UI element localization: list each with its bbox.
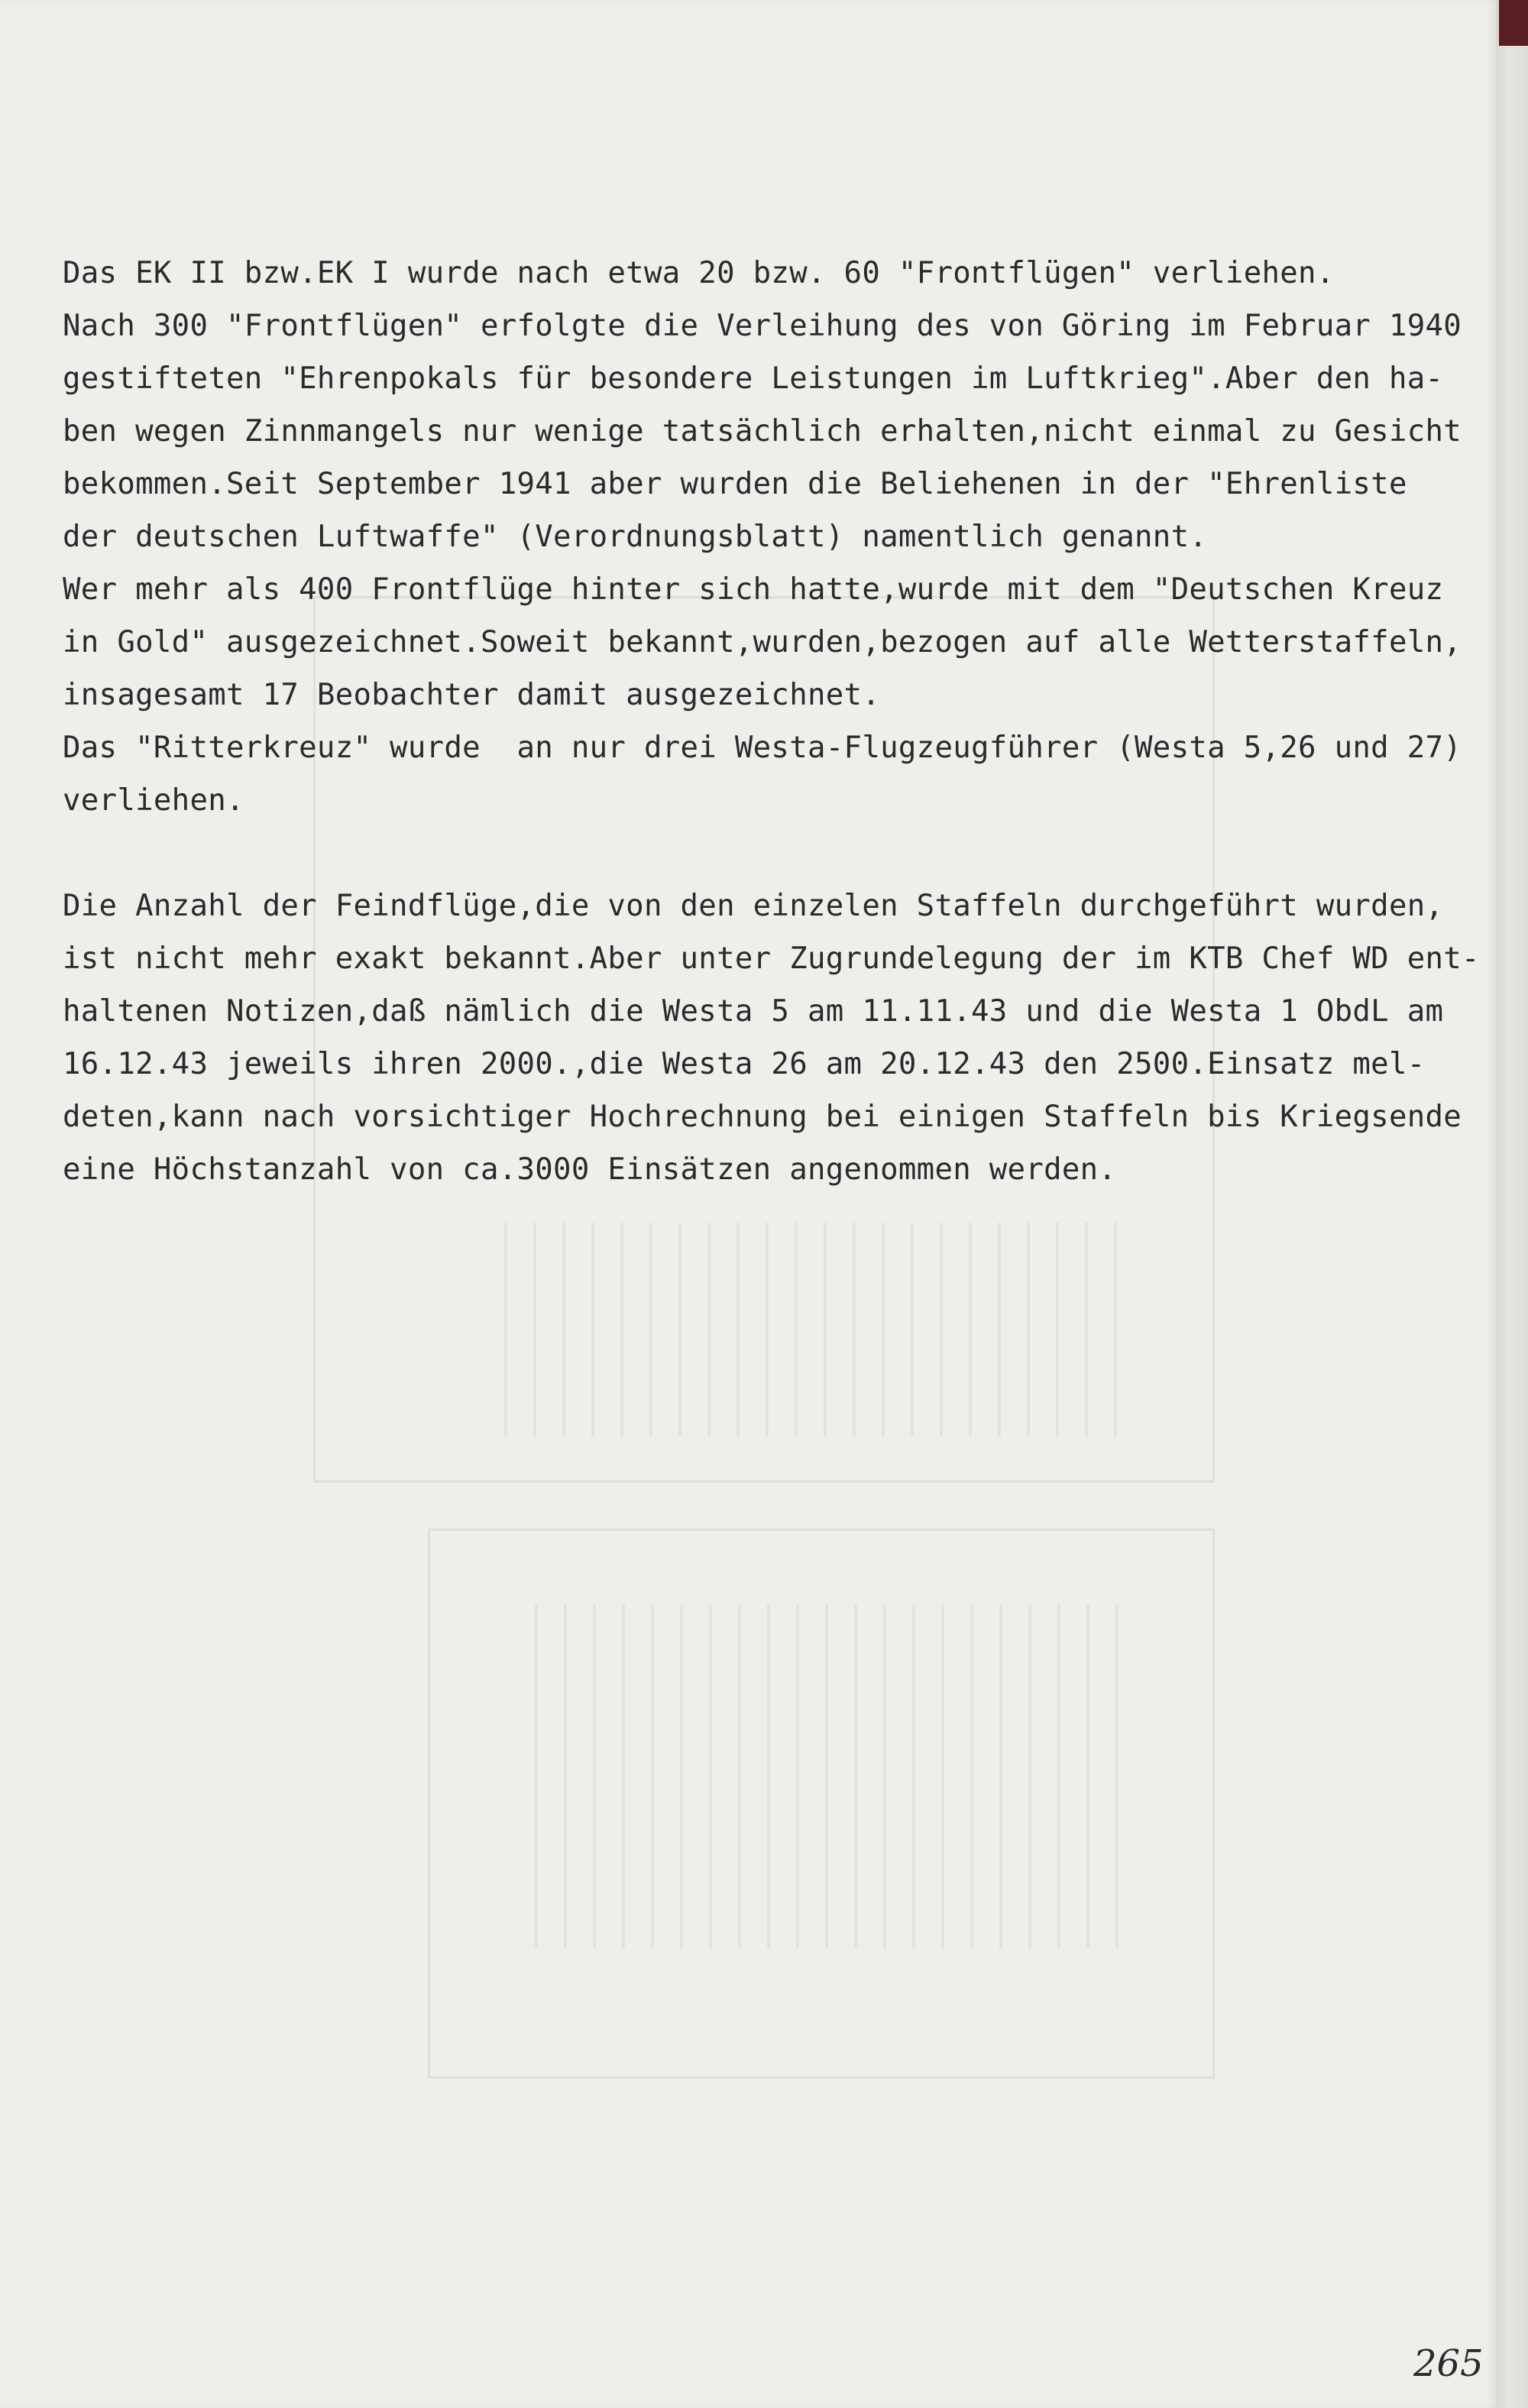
document-body [63, 247, 1480, 1196]
text-line: ist nicht mehr exakt bekannt.Aber unter Zugrundelegung der im KTB Chef WD ent- [63, 941, 1480, 976]
text-line: Das "Ritterkreuz" wurde an nur drei Westa-Flugzeugführer (Westa 5,26 und 27) [63, 731, 1462, 765]
page-number: 265 [1413, 2342, 1484, 2385]
text-line: Das EK II bzw.EK I wurde nach etwa 20 bzw. 60 "Frontflügen" verliehen. [63, 256, 1335, 290]
paragraph-missions [63, 880, 1480, 1196]
text-line: 16.12.43 jeweils ihren 2000.,die Westa 26 am 20.12.43 den 2500.Einsatz mel- [63, 1047, 1426, 1081]
paragraph-awards [63, 247, 1462, 827]
text-line: insagesamt 17 Beobachter damit ausgezeichnet. [63, 678, 881, 712]
text-line: deten,kann nach vorsichtiger Hochrechnung bei einigen Staffeln bis Kriegsende [63, 1100, 1462, 1134]
text-line: eine Höchstanzahl von ca.3000 Einsätzen angenommen werden. [63, 1152, 1117, 1187]
bleed-through-text-lower [535, 1605, 1131, 1949]
text-line: der deutschen Luftwaffe" (Verordnungsblatt) namentlich genannt. [63, 520, 1208, 554]
text-line: bekommen.Seit September 1941 aber wurden die Beliehenen in der "Ehrenliste [63, 467, 1407, 501]
text-line: gestifteten "Ehrenpokals für besondere Leistungen im Luftkrieg".Aber den ha- [63, 361, 1444, 396]
text-line: haltenen Notizen,daß nämlich die Westa 5 am 11.11.43 und die Westa 1 ObdL am [63, 994, 1444, 1029]
text-line: Nach 300 "Frontflügen" erfolgte die Verleihung des von Göring im Februar 1940 [63, 309, 1462, 343]
text-line: in Gold" ausgezeichnet.Soweit bekannt,wurden,bezogen auf alle Wetterstaffeln, [63, 625, 1462, 660]
text-line: ben wegen Zinnmangels nur wenige tatsächlich erhalten,nicht einmal zu Gesicht [63, 414, 1462, 449]
page-edge [1496, 0, 1528, 2408]
text-line: Wer mehr als 400 Frontflüge hinter sich hatte,wurde mit dem "Deutschen Kreuz [63, 572, 1444, 607]
text-line: Die Anzahl der Feindflüge,die von den einzelen Staffeln durchgeführt wurden, [63, 889, 1444, 923]
corner-tab [1499, 0, 1528, 46]
text-line: verliehen. [63, 783, 244, 818]
bleed-through-text [504, 1223, 1131, 1437]
